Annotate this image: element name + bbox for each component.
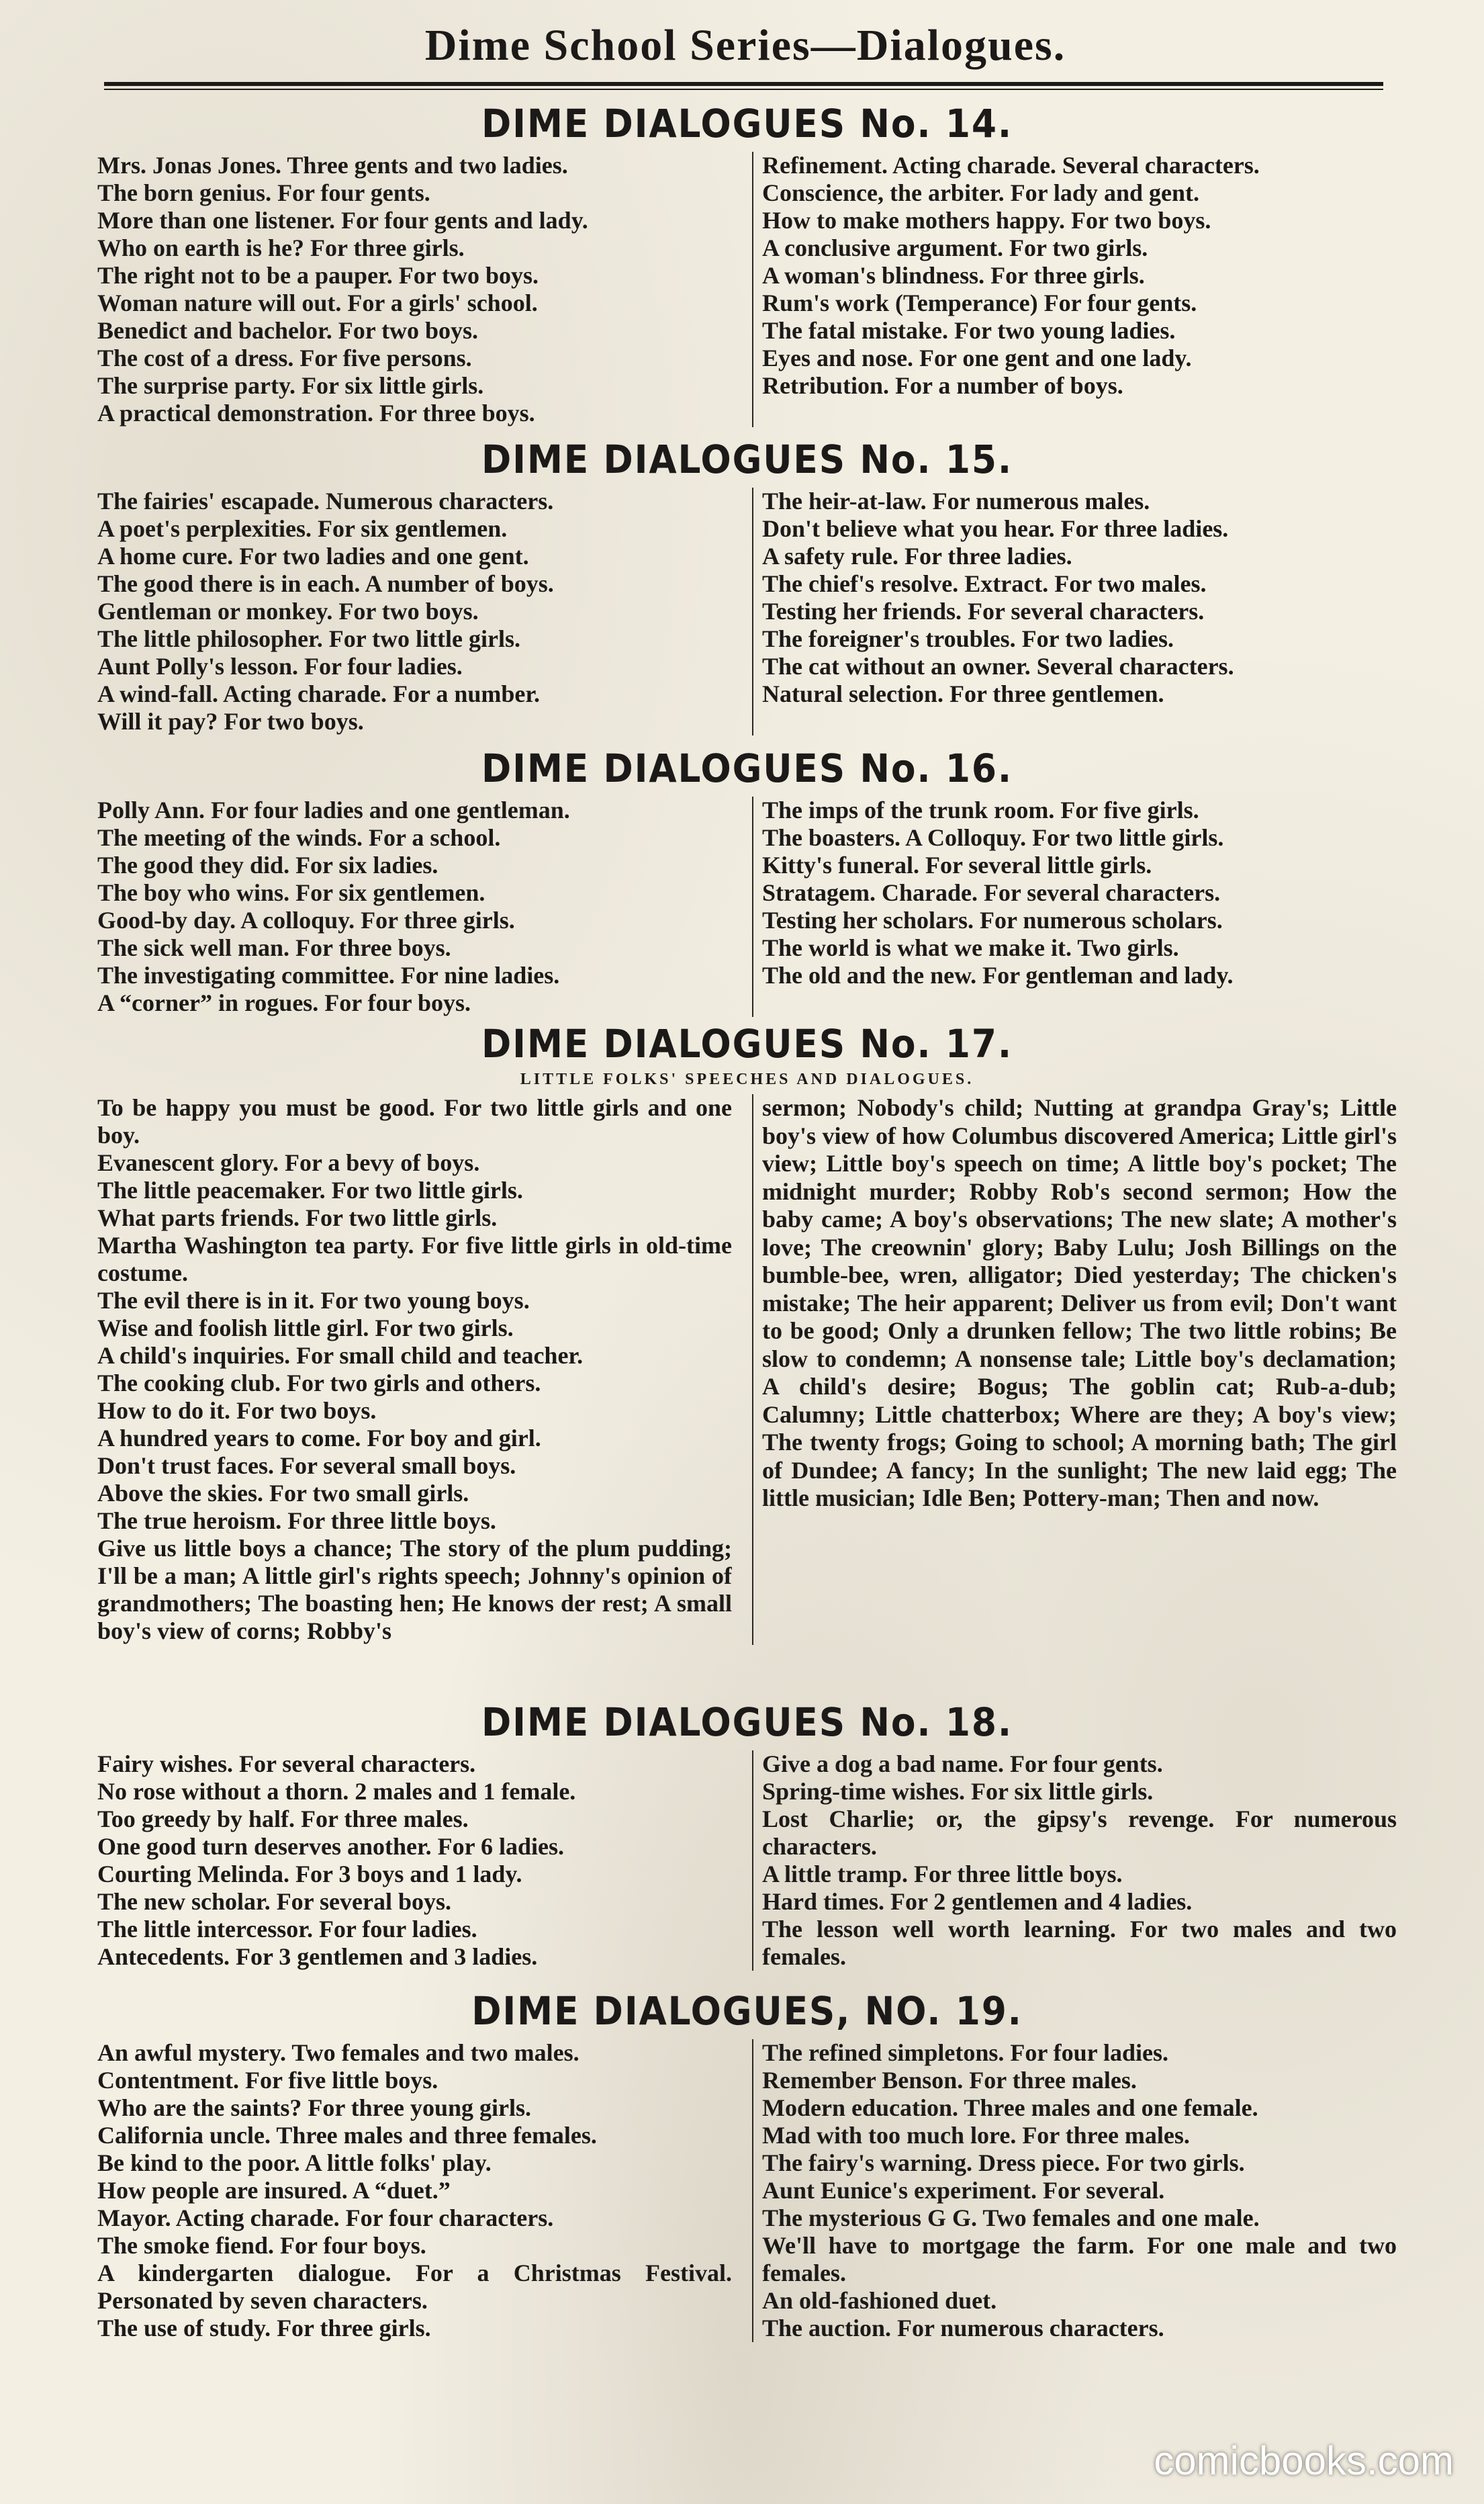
section-title: DIME DIALOGUES, NO. 19.	[471, 1988, 1023, 2034]
left-column	[97, 1750, 749, 1971]
dialogue-entry: Natural selection. For three gentlemen.	[762, 680, 1164, 707]
dialogue-entry: We'll have to mortgage the farm. For one male and two females.	[762, 2232, 1397, 2286]
dialogue-entry: The refined simpletons. For four ladies.	[762, 2039, 1169, 2066]
dialogue-entry: The born genius. For four gents.	[97, 179, 430, 206]
dialogue-entry: A little tramp. For three little boys.	[762, 1861, 1123, 1887]
column-divider	[752, 152, 753, 427]
dialogue-entry: Mad with too much lore. For three males.	[762, 2122, 1190, 2149]
right-column	[749, 488, 1397, 735]
dialogue-entry: Polly Ann. For four ladies and one gentleman.	[97, 797, 570, 823]
dialogue-entry: The auction. For numerous characters.	[762, 2315, 1164, 2341]
dialogue-entry: The use of study. For three girls.	[97, 2315, 431, 2341]
dialogue-section-14	[97, 101, 1397, 427]
section-columns	[97, 1750, 1397, 1971]
dialogue-entry: Courting Melinda. For 3 boys and 1 lady.	[97, 1861, 522, 1887]
dialogue-entry: The imps of the trunk room. For five girls.	[762, 797, 1199, 823]
dialogue-entry: How people are insured. A “duet.”	[97, 2177, 451, 2204]
dialogue-entry: Conscience, the arbiter. For lady and gent.	[762, 179, 1199, 206]
dialogue-entry: The heir-at-law. For numerous males.	[762, 488, 1150, 515]
dialogue-entry: Hard times. For 2 gentlemen and 4 ladies.	[762, 1888, 1193, 1915]
dialogue-entry: How to do it. For two boys.	[97, 1397, 377, 1424]
dialogue-entry: A kindergarten dialogue. For a Christmas Festival. Personated by seven characters.	[97, 2260, 732, 2314]
dialogue-entry: The cat without an owner. Several characters.	[762, 653, 1234, 680]
section-columns	[97, 2039, 1397, 2342]
dialogue-entry: The sick well man. For three boys.	[97, 934, 451, 961]
section-columns	[97, 1094, 1397, 1645]
dialogue-entry: The foreigner's troubles. For two ladies.	[762, 625, 1174, 652]
dialogue-section-18	[97, 1699, 1397, 1971]
right-column	[749, 2039, 1397, 2342]
dialogue-entry: A “corner” in rogues. For four boys.	[97, 989, 471, 1016]
dialogue-entry: The world is what we make it. Two girls.	[762, 934, 1179, 961]
dialogue-entry: Remember Benson. For three males.	[762, 2067, 1137, 2094]
dialogue-entry: Fairy wishes. For several characters.	[97, 1750, 476, 1777]
dialogue-entry: The little intercessor. For four ladies.	[97, 1916, 477, 1942]
column-divider	[752, 2039, 753, 2342]
dialogue-entry: The good there is in each. A number of boys.	[97, 570, 554, 597]
left-column	[97, 2039, 749, 2342]
dialogue-entry: An awful mystery. Two females and two males.	[97, 2039, 579, 2066]
dialogue-entry: More than one listener. For four gents and lady.	[97, 207, 588, 234]
dialogue-entry: The little philosopher. For two little girls.	[97, 625, 520, 652]
dialogue-entry: Kitty's funeral. For several little girls.	[762, 852, 1152, 879]
column-divider	[752, 1094, 753, 1645]
dialogue-entry: To be happy you must be good. For two little girls and one boy.	[97, 1094, 732, 1149]
dialogue-entry: Lost Charlie; or, the gipsy's revenge. For numerous characters.	[762, 1805, 1397, 1860]
dialogue-entry: The old and the new. For gentleman and lady.	[762, 962, 1234, 989]
dialogue-entry: A practical demonstration. For three boys.	[97, 400, 535, 427]
dialogue-entry: A home cure. For two ladies and one gent.	[97, 543, 529, 570]
speech-list-prose: sermon; Nobody's child; Nutting at grandpa Gray's; Little boy's view of how Columbus discovered America; Little girl's view; Little boy's speech on time; A little boy's pocket; The midnight murder; Robby Rob's second sermon; How the baby came; A boy's observations; The new slate; A mother's love; The creownin' glory; Baby Lulu; Josh Billings on the bumble-bee, wren, alligator; Died yesterday; The chicken's mistake; The heir apparent; Deliver us from evil; Don't want to be good; Only a drunken fellow; The two little robins; Be slow to condemn; A nonsense tale; Little boy's declamation; A child's desire; Bogus; The goblin cat; Rub-a-dub; Calumny; Little chatterbox; Where are they; A boy's view; The twenty frogs; Going to school; A morning bath; The girl of Dundee; A fancy; In the sunlight; The new laid egg; The little musician; Idle Ben; Pottery-man; Then and now.	[762, 1094, 1397, 1511]
dialogue-entry: Benedict and bachelor. For two boys.	[97, 317, 479, 344]
dialogue-entry: Will it pay? For two boys.	[97, 708, 364, 735]
dialogue-entry: The good they did. For six ladies.	[97, 852, 438, 879]
dialogue-entry: Aunt Eunice's experiment. For several.	[762, 2177, 1165, 2204]
dialogue-entry: Modern education. Three males and one female.	[762, 2094, 1258, 2121]
dialogue-entry: Testing her friends. For several characters.	[762, 598, 1205, 625]
dialogue-entry: A hundred years to come. For boy and girl.	[97, 1425, 541, 1451]
page-header-title: Dime School Series—Dialogues.	[424, 21, 1066, 70]
dialogue-entry: Evanescent glory. For a bevy of boys.	[97, 1149, 480, 1176]
header-rule	[104, 82, 1383, 90]
dialogue-entry: The fairy's warning. Dress piece. For two girls.	[762, 2149, 1245, 2176]
right-column	[749, 1750, 1397, 1971]
dialogue-entry: The cooking club. For two girls and others.	[97, 1370, 541, 1396]
dialogue-entry: Good-by day. A colloquy. For three girls.	[97, 907, 515, 934]
dialogue-entry: The smoke fiend. For four boys.	[97, 2232, 426, 2259]
dialogue-entry: An old-fashioned duet.	[762, 2287, 997, 2314]
left-column	[97, 1094, 749, 1645]
dialogue-entry: The boasters. A Colloquy. For two little girls.	[762, 824, 1224, 851]
left-column	[97, 152, 749, 427]
dialogue-entry: Don't trust faces. For several small boys.	[97, 1452, 516, 1479]
column-divider	[752, 797, 753, 1017]
dialogue-entry: Spring-time wishes. For six little girls.	[762, 1778, 1154, 1805]
watermark: comicbooks.com	[1154, 2438, 1454, 2483]
section-title: DIME DIALOGUES No. 18.	[481, 1699, 1013, 1745]
dialogue-entry: Aunt Polly's lesson. For four ladies.	[97, 653, 463, 680]
dialogue-entry: California uncle. Three males and three females.	[97, 2122, 597, 2149]
dialogue-entry: The meeting of the winds. For a school.	[97, 824, 501, 851]
column-divider	[752, 1750, 753, 1971]
dialogue-entry: The chief's resolve. Extract. For two males.	[762, 570, 1207, 597]
dialogue-section-17	[97, 1021, 1397, 1645]
dialogue-entry: Above the skies. For two small girls.	[97, 1480, 469, 1507]
right-column	[749, 1094, 1397, 1645]
dialogue-entry: Testing her scholars. For numerous scholars.	[762, 907, 1223, 934]
dialogue-entry: The new scholar. For several boys.	[97, 1888, 451, 1915]
dialogue-entry: The lesson well worth learning. For two males and two females.	[762, 1916, 1397, 1970]
dialogue-entry: Contentment. For five little boys.	[97, 2067, 438, 2094]
dialogue-entry: Wise and foolish little girl. For two girls.	[97, 1314, 514, 1341]
dialogue-entry: Who are the saints? For three young girls.	[97, 2094, 531, 2121]
dialogue-entry: No rose without a thorn. 2 males and 1 female.	[97, 1778, 576, 1805]
section-title: DIME DIALOGUES No. 16.	[481, 746, 1013, 791]
dialogue-entry: One good turn deserves another. For 6 ladies.	[97, 1833, 565, 1860]
dialogue-entry: The little peacemaker. For two little girls.	[97, 1177, 523, 1204]
section-columns	[97, 797, 1397, 1017]
dialogue-entry: Give a dog a bad name. For four gents.	[762, 1750, 1163, 1777]
dialogue-entry: The true heroism. For three little boys.	[97, 1507, 496, 1534]
dialogue-entry: Martha Washington tea party. For five little girls in old-time costume.	[97, 1232, 732, 1286]
column-divider	[752, 488, 753, 735]
left-column	[97, 488, 749, 735]
section-columns	[97, 488, 1397, 735]
dialogue-entry: Mrs. Jonas Jones. Three gents and two ladies.	[97, 152, 568, 179]
right-column	[749, 797, 1397, 1017]
right-column	[749, 152, 1397, 427]
dialogue-entry: Gentleman or monkey. For two boys.	[97, 598, 479, 625]
dialogue-entry: Give us little boys a chance; The story of the plum pudding; I'll be a man; A little girl's rights speech; Johnny's opinion of grandmothers; The boasting hen; He knows der rest; A small boy's view of corns; Robby's	[97, 1535, 732, 1644]
section-title: DIME DIALOGUES No. 15.	[481, 437, 1013, 482]
dialogue-entry: A poet's perplexities. For six gentlemen.	[97, 515, 508, 542]
dialogue-entry: Retribution. For a number of boys.	[762, 372, 1123, 399]
dialogue-entry: Stratagem. Charade. For several characters.	[762, 879, 1221, 906]
dialogue-entry: The boy who wins. For six gentlemen.	[97, 879, 485, 906]
dialogue-entry: Be kind to the poor. A little folks' play.	[97, 2149, 492, 2176]
dialogue-entry: How to make mothers happy. For two boys.	[762, 207, 1211, 234]
dialogue-entry: The investigating committee. For nine ladies.	[97, 962, 560, 989]
dialogue-entry: The surprise party. For six little girls.	[97, 372, 484, 399]
section-title: DIME DIALOGUES No. 14.	[481, 101, 1013, 146]
dialogue-entry: Mayor. Acting charade. For four characters.	[97, 2204, 554, 2231]
dialogue-entry: Antecedents. For 3 gentlemen and 3 ladies.	[97, 1943, 538, 1970]
section-subtitle: LITTLE FOLKS' SPEECHES AND DIALOGUES.	[520, 1071, 974, 1088]
dialogue-entry: The mysterious G G. Two females and one male.	[762, 2204, 1260, 2231]
dialogue-entry: The evil there is in it. For two young boys.	[97, 1287, 530, 1314]
dialogue-entry: Refinement. Acting charade. Several characters.	[762, 152, 1260, 179]
dialogue-section-19	[97, 1988, 1397, 2342]
dialogue-entry: Who on earth is he? For three girls.	[97, 234, 465, 261]
dialogue-entry: The fatal mistake. For two young ladies.	[762, 317, 1176, 344]
section-columns	[97, 152, 1397, 427]
dialogue-entry: Don't believe what you hear. For three ladies.	[762, 515, 1229, 542]
dialogue-entry: A safety rule. For three ladies.	[762, 543, 1072, 570]
dialogue-entry: The right not to be a pauper. For two boys.	[97, 262, 539, 289]
dialogue-section-16	[97, 746, 1397, 1017]
dialogue-entry: The cost of a dress. For five persons.	[97, 345, 472, 371]
dialogue-entry: A wind-fall. Acting charade. For a number.	[97, 680, 541, 707]
dialogue-section-15	[97, 437, 1397, 735]
dialogue-entry: A child's inquiries. For small child and teacher.	[97, 1342, 584, 1369]
dialogue-entry: Rum's work (Temperance) For four gents.	[762, 289, 1197, 316]
left-column	[97, 797, 749, 1017]
dialogue-entry: The fairies' escapade. Numerous characters.	[97, 488, 554, 515]
dialogue-entry: What parts friends. For two little girls.	[97, 1204, 498, 1231]
section-title: DIME DIALOGUES No. 17.	[481, 1021, 1013, 1067]
dialogue-entry: Woman nature will out. For a girls' school.	[97, 289, 538, 316]
dialogue-entry: Eyes and nose. For one gent and one lady.	[762, 345, 1192, 371]
dialogue-entry: A woman's blindness. For three girls.	[762, 262, 1145, 289]
dialogue-entry: Too greedy by half. For three males.	[97, 1805, 469, 1832]
dialogue-entry: A conclusive argument. For two girls.	[762, 234, 1148, 261]
